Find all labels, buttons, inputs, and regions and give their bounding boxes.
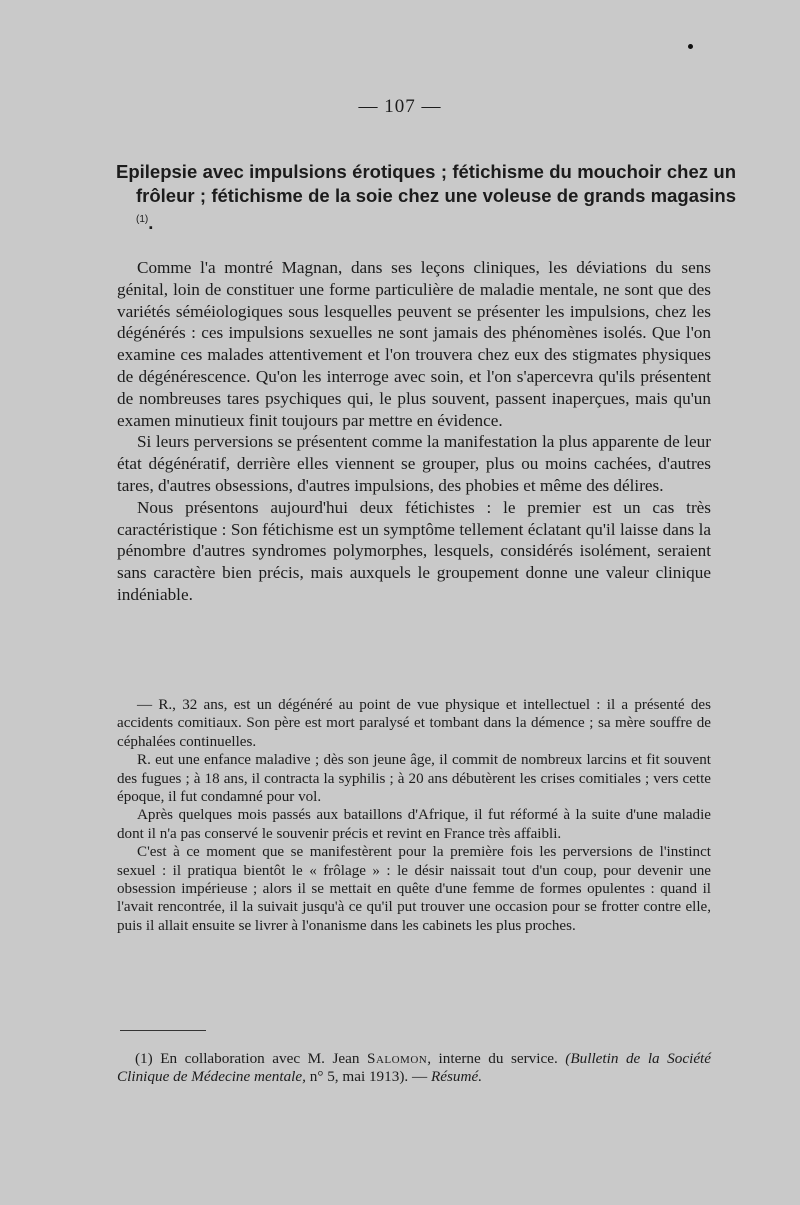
case-paragraph: — R., 32 ans, est un dégénéré au point de vue physique et intellectuel : il a présenté des accidents comitiaux. Son père est mort paralysé et tombant dans la démence ; sa mère souffre de céphalées continuelles. xyxy=(117,697,711,750)
ink-speck xyxy=(688,44,693,49)
footnote-divider xyxy=(120,1030,206,1031)
footnote-author: Salomon xyxy=(367,1050,428,1067)
footnote-text-a: En collaboration avec M. Jean xyxy=(160,1050,360,1067)
intro-section xyxy=(117,257,711,606)
case-paragraph: Après quelques mois passés aux bataillons d'Afrique, il fut réformé à la suite d'une maladie dont il n'a pas conservé le souvenir précis et revint en France très affaibli. xyxy=(117,807,711,842)
intro-paragraph: Si leurs perversions se présentent comme la manifestation la plus apparente de leur état dégénératif, derrière elles viennent se grouper, plus ou moins cachées, d'autres tares, d'autres obsessions, d'autres impulsions, des phobies et même des délires. xyxy=(117,432,711,495)
intro-paragraph: Nous présentons aujourd'hui deux fétichistes : le premier est un cas très caractéristique : Son fétichisme est un symptôme tellement éclatant qu'il laisse dans la pénombre d'autres syndromes polymorphes, lesquels, considérés isolément, seraient sans caractère bien précis, mais auxquels le groupement donne une valeur clinique indéniable. xyxy=(117,497,711,604)
title-note-marker: (1) xyxy=(136,214,149,225)
case-paragraph: R. eut une enfance maladive ; dès son jeune âge, il commit de nombreux larcins et fit souvent des fugues ; à 18 ans, il contracta la syphilis ; à 20 ans débutèrent les crises comitiales ; vers cette époque, il fut condamné pour vol. xyxy=(117,752,711,806)
page-number: — 107 — xyxy=(358,96,442,117)
footnote-text-c: n° 5, mai 1913). — xyxy=(309,1068,428,1085)
footnote-marker: (1) xyxy=(135,1050,153,1067)
title-end: . xyxy=(148,212,154,234)
intro-paragraph: Comme l'a montré Magnan, dans ses leçons cliniques, les déviations du sens génital, loin de constituer une forme particulière de maladie mentale, ne sont que des variétés séméiologiques sous lesquelles peuvent se présenter les impulsions, chez les dégénérés : ces impulsions sexuelles ne sont jamais des phénomènes isolés. Que l'on examine ces malades attentivement et l'on trouvera chez eux des stigmates physiques de dégénérescence. Qu'on les interroge avec soin, et l'on s'apercevra qu'ils présentent de nombreuses tares psychiques qui, le plus souvent, passent inaperçues, mais qu'un examen minutieux finit toujours par mettre en évidence. xyxy=(117,258,711,430)
case-section xyxy=(117,696,711,935)
title-text: Epilepsie avec impulsions érotiques ; fétichisme du mouchoir chez un frôleur ; fétichisme de la soie chez une voleuse de grands magasins xyxy=(116,161,736,206)
case-paragraph: C'est à ce moment que se manifestèrent pour la première fois les perversions de l'instinct sexuel : il pratiqua bientôt le « frôlage » : le désir naissait tout d'un coup, pour devenir une obsession impérieuse ; alors il se mettait en quête d'une femme de formes opulentes : quand il l'avait rencontrée, il la suivait jusqu'à ce qu'il put trouver une occasion pour se frotter contre elle, puis il allait ensuite se livrer à l'onanisme dans les cabinets les plus proches. xyxy=(117,844,711,934)
footnote-resume: Résumé. xyxy=(430,1068,482,1085)
footnote xyxy=(117,1050,711,1086)
footnote-text-b: , interne du service. xyxy=(427,1050,558,1067)
footnote-source: (Bulletin de la Société Clinique de Médecine mentale, xyxy=(117,1050,712,1085)
article-title xyxy=(116,160,736,235)
